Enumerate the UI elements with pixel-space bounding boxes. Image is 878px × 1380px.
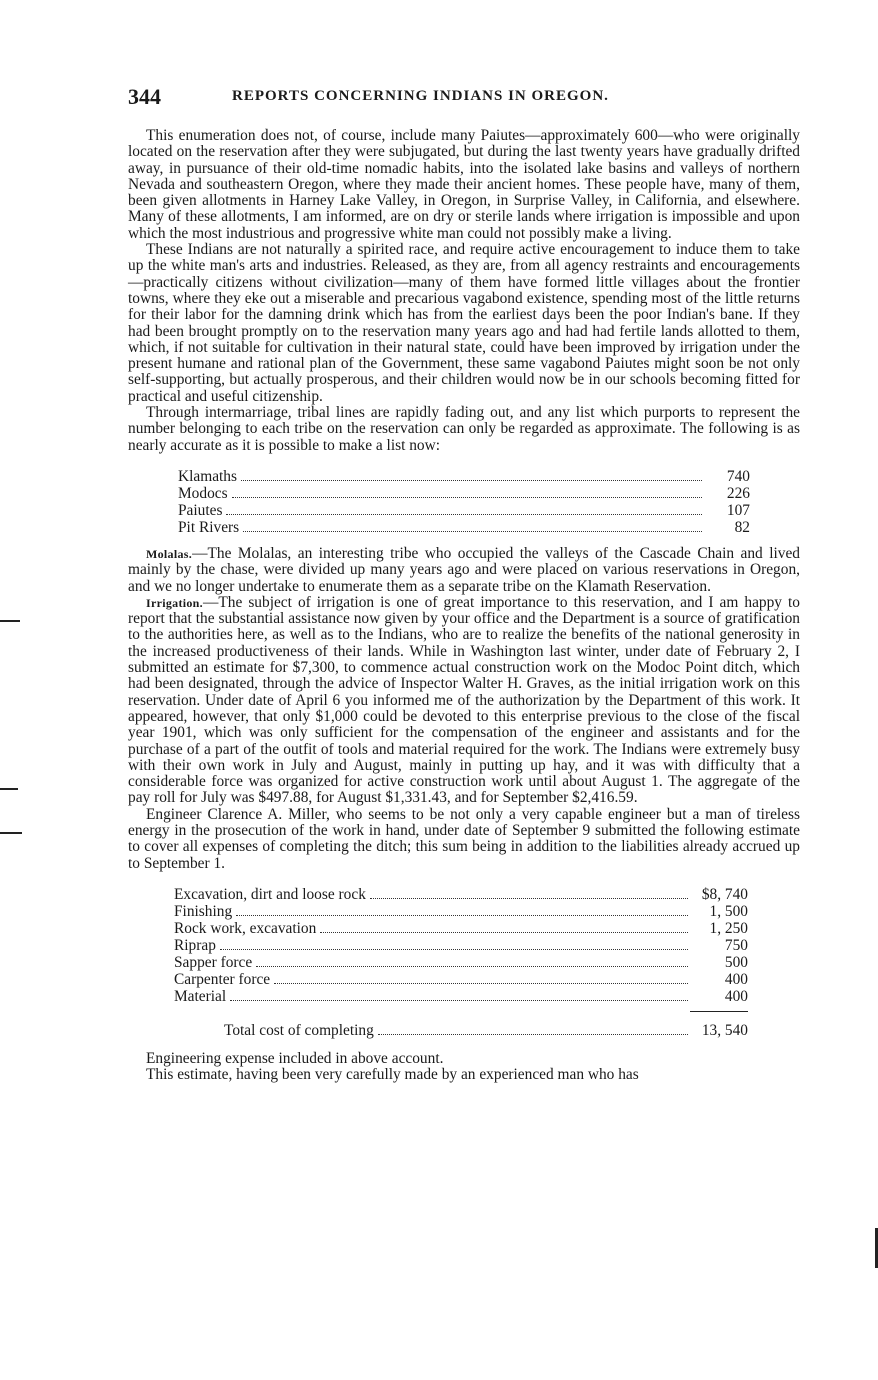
paragraph-intermarriage: Through intermarriage, tribal lines are rapidly fading out, and any list which purports to represent the number belonging to each tribe on the reservation can only be regarded as approximate. The following is as nearly accurate as it is possible to make a list now: xyxy=(128,404,800,454)
tribe-name: Paiutes xyxy=(178,501,223,519)
cost-item-amount: 400 xyxy=(724,970,748,988)
section-heading-molalas: Molalas. xyxy=(146,546,193,561)
paragraph-engineering-expense: Engineering expense included in above account. xyxy=(146,1049,444,1067)
total-row xyxy=(174,1022,748,1039)
dot-leader xyxy=(243,531,702,532)
irrigation-text: —The subject of irrigation is one of great importance to this reservation, and I am happy to report that the substantial assistance now given by your office and the Department is a source of gratification to the authorities here, as well as to the Indians, who are to realize the benefits of the national generosity in the increased productiveness of their lands. While in Washington last winter, under date of February 2, I submitted an estimate for $7,300, to commence actual construction work on the Modoc Point ditch, which had been designated, through the advice of Inspector Walter H. Graves, as the initial irrigation work on this reservation. Under date of April 6 you informed me of the authorization by the Department of this work. It appeared, however, that only $1,000 could be devoted to this enterprise previous to the close of the fiscal year 1901, which was only sufficient for the compensation of the engineer and assistants and for the purchase of a part of the outfit of tools and material required for the work. The Indians were extremely busy with their own work in July and August, mainly in putting up hay, and it was with difficulty that a considerable force was organized for active construction work until about August 1. The aggregate of the pay roll for July was $497.88, for August $1,331.43, and for September $2,416.59. xyxy=(128,593,800,807)
page-body xyxy=(128,128,800,1083)
table-row xyxy=(174,903,748,920)
cost-item-amount: 400 xyxy=(724,987,748,1005)
cost-item-label: Carpenter force xyxy=(174,970,271,988)
running-title: REPORTS CONCERNING INDIANS IN OREGON. xyxy=(232,88,609,104)
cost-item-label: Riprap xyxy=(174,936,216,954)
table-row xyxy=(174,971,748,988)
page-header xyxy=(128,84,800,112)
tribe-count: 740 xyxy=(726,467,750,485)
tribe-name: Modocs xyxy=(178,484,228,502)
dot-leader xyxy=(232,497,702,498)
cost-item-label: Rock work, excavation xyxy=(174,919,317,937)
tribe-name: Pit Rivers xyxy=(178,518,240,536)
dot-leader xyxy=(220,949,688,950)
page-number: 344 xyxy=(128,84,161,109)
tribe-count: 107 xyxy=(726,501,750,519)
paragraph-engineer: Engineer Clarence A. Miller, who seems to be not only a very capable engineer but a man of tireless energy in the prosecution of the work in hand, under date of September 9 submitted the following estimate to cover all expenses of completing the ditch; this sum being in addition to the liabilities already accrued up to September 1. xyxy=(128,805,800,872)
cost-item-amount: $8, 740 xyxy=(701,885,748,903)
paragraph-molalas xyxy=(128,546,800,595)
total-rule xyxy=(690,1011,748,1012)
dot-leader xyxy=(378,1034,688,1035)
margin-mark xyxy=(0,788,18,790)
dot-leader xyxy=(320,932,688,933)
total-amount: 13, 540 xyxy=(701,1021,748,1039)
dot-leader xyxy=(274,983,688,984)
cost-item-label: Excavation, dirt and loose rock xyxy=(174,885,366,903)
cost-item-amount: 750 xyxy=(724,936,748,954)
dot-leader xyxy=(256,966,688,967)
cost-item-amount: 500 xyxy=(724,953,748,971)
cost-item-label: Finishing xyxy=(174,902,233,920)
total-label: Total cost of completing xyxy=(224,1021,374,1039)
table-row xyxy=(174,954,748,971)
cost-item-amount: 1, 500 xyxy=(709,902,748,920)
dot-leader xyxy=(230,1000,688,1001)
paragraph-estimate-note: This estimate, having been very carefully made by an experienced man who has xyxy=(146,1066,639,1084)
cost-item-label: Material xyxy=(174,987,227,1005)
table-row xyxy=(174,886,748,903)
tribe-name: Klamaths xyxy=(178,467,237,485)
cost-item-label: Sapper force xyxy=(174,953,253,971)
paragraph-paiutes-enumeration: This enumeration does not, of course, include many Paiutes—approximately 600—who were originally located on the reservation after they were subjugated, but during the last twenty years have gradually drifted away, in pursuance of their old-time nomadic habits, into the isolated lake basins and valleys of northern Nevada and southeastern Oregon, where they made their ancient homes. These people have, many of them, been given allotments in Harney Lake Valley, in Oregon, in Surprise Valley, in California, and elsewhere. Many of these allotments, I am informed, are on dry or sterile lands where irrigation is impossible and upon which the most industrious and progressive white man could not possibly make a living. xyxy=(128,127,800,242)
cost-estimate-table xyxy=(174,886,748,1039)
tribe-count: 226 xyxy=(726,484,750,502)
section-heading-irrigation: Irrigation. xyxy=(146,595,203,610)
tribe-count: 82 xyxy=(734,518,750,536)
paragraph-irrigation xyxy=(128,595,800,807)
molalas-text: —The Molalas, an interesting tribe who occupied the valleys of the Cascade Chain and lived mainly by the chase, were divided up many years ago and were placed on various reservations in Oregon, and we no longer undertake to enumerate them as a separate tribe on the Klamath Reservation. xyxy=(128,544,800,595)
margin-mark xyxy=(0,620,20,622)
table-row xyxy=(174,920,748,937)
cost-item-amount: 1, 250 xyxy=(709,919,748,937)
tribe-count-list xyxy=(178,468,750,536)
list-item xyxy=(178,468,750,485)
table-row xyxy=(174,988,748,1005)
dot-leader xyxy=(236,915,688,916)
list-item xyxy=(178,502,750,519)
paragraph-paiutes-condition: These Indians are not naturally a spirited race, and require active encouragement to induce them to take up the white man's arts and industries. Released, as they are, from all agency restraints and encouragements—practically citizens without civilization—many of them have formed little villages about the frontier towns, where they eke out a miserable and precarious vagabond existence, spending most of the little returns for their labor for the damning drink which has from the earliest days been the poor Indian's bane. If they had been brought promptly on to the reservation many years ago and had had fertile lands allotted to them, which, if not suitable for cultivation in their natural state, could have been improved by irrigation under the present humane and rational plan of the Government, these same vagabond Paiutes might soon be not only self-supporting, but actually prosperous, and their children would now be in our schools becoming fitted for practical and useful citizenship. xyxy=(128,241,800,405)
dot-leader xyxy=(370,898,688,899)
table-row xyxy=(174,937,748,954)
list-item xyxy=(178,519,750,536)
margin-mark xyxy=(0,832,22,834)
dot-leader xyxy=(241,480,702,481)
list-item xyxy=(178,485,750,502)
dot-leader xyxy=(226,514,702,515)
